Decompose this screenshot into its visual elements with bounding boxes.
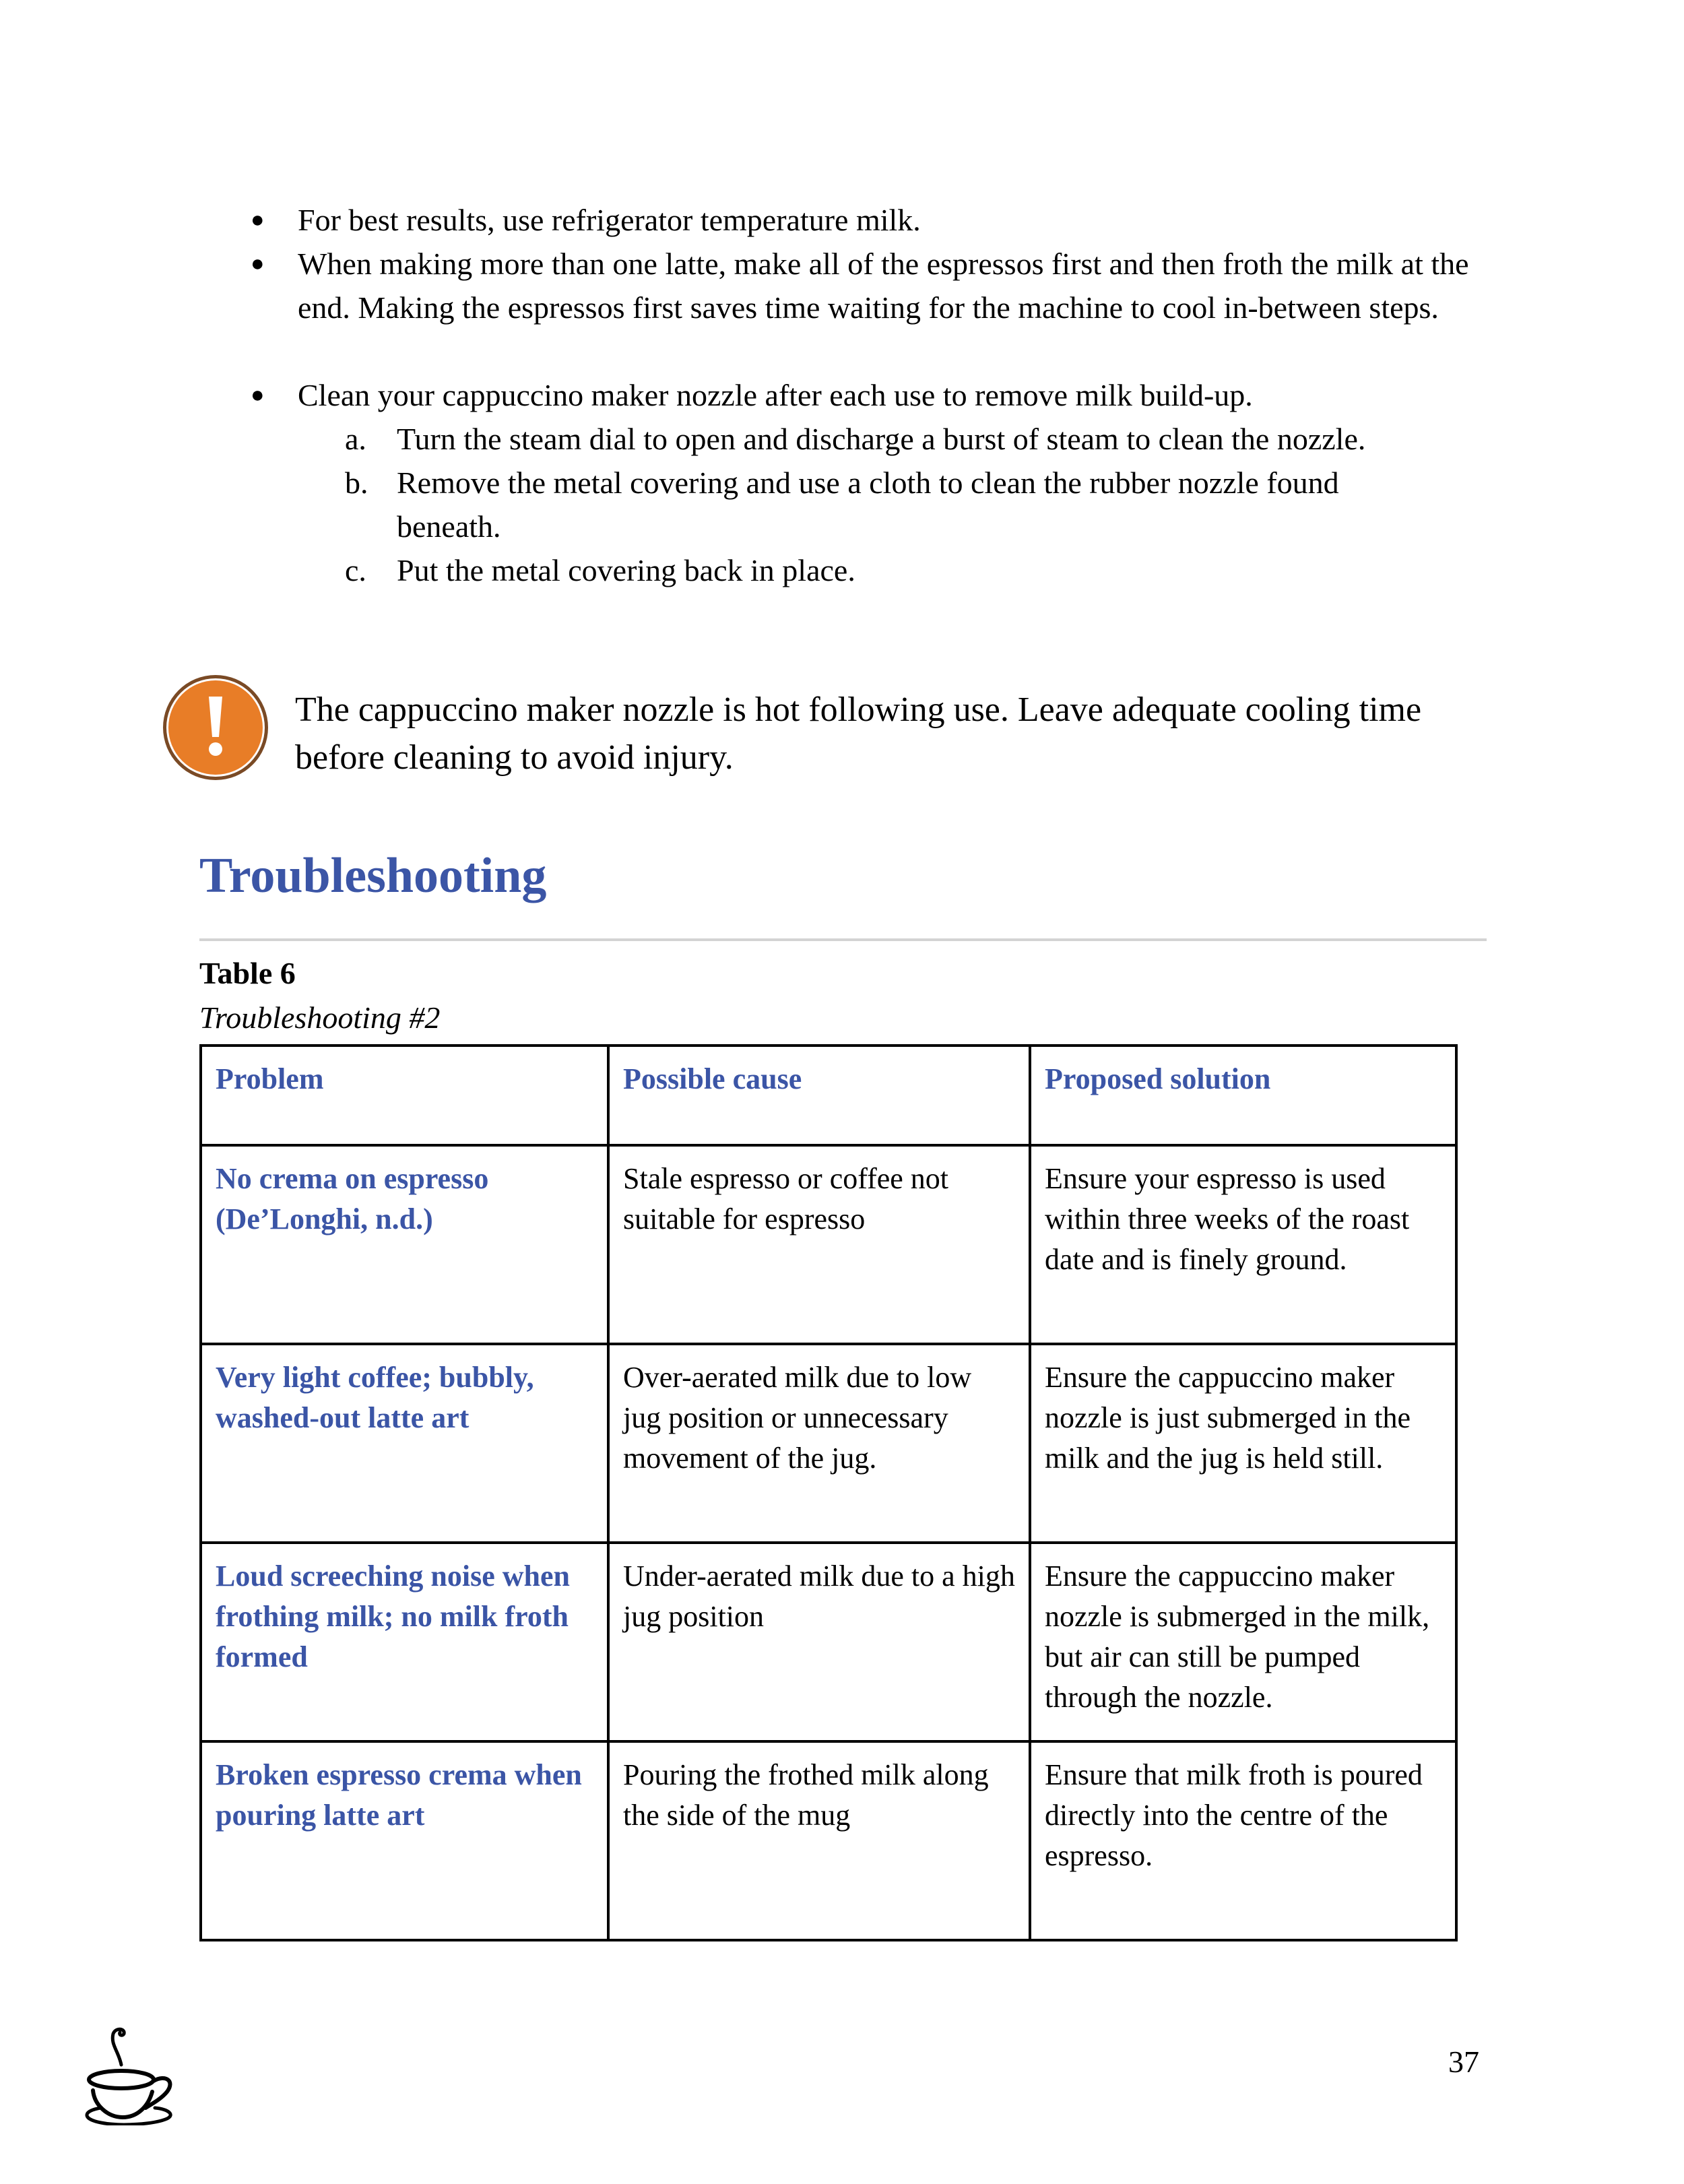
table-row (201, 1543, 1456, 1741)
cause-cell: Stale espresso or coffee not suitable for espresso (608, 1145, 1030, 1344)
header-cell: Proposed solution (1030, 1046, 1456, 1145)
table-label: Table 6 (199, 956, 296, 990)
header-cell: Possible cause (608, 1046, 1030, 1145)
section-heading: Troubleshooting (199, 848, 547, 903)
page-number: 37 (1448, 2045, 1479, 2079)
cause-cell: Pouring the frothed milk along the side of the mug (608, 1741, 1030, 1940)
table-caption: Troubleshooting #2 (199, 1000, 441, 1035)
problem-cell: Very light coffee; bubbly, washed-out latte art (201, 1344, 608, 1543)
coffee-cup-icon (81, 2024, 175, 2125)
cause-cell: Under-aerated milk due to a high jug position (608, 1543, 1030, 1741)
table-row (201, 1741, 1456, 1940)
problem-cell: Loud screeching noise when frothing milk; no milk froth formed (201, 1543, 608, 1741)
warning-text: The cappuccino maker nozzle is hot following use. Leave adequate cooling time before cleaning to avoid injury. (295, 690, 1422, 777)
header-cell: Problem (201, 1046, 608, 1145)
table-row (201, 1344, 1456, 1543)
problem-cell: Broken espresso crema when pouring latte art (201, 1741, 608, 1940)
solution-cell: Ensure the cappuccino maker nozzle is just submerged in the milk and the jug is held still. (1030, 1344, 1456, 1543)
table-row (201, 1145, 1456, 1344)
divider (199, 938, 1487, 941)
table-header-row (201, 1046, 1456, 1145)
solution-cell: Ensure that milk froth is poured directly into the centre of the espresso. (1030, 1741, 1456, 1940)
solution-cell: Ensure your espresso is used within three weeks of the roast date and is finely ground. (1030, 1145, 1456, 1344)
solution-cell: Ensure the cappuccino maker nozzle is submerged in the milk, but air can still be pumped through the nozzle. (1030, 1543, 1456, 1741)
cause-cell: Over-aerated milk due to low jug position or unnecessary movement of the jug. (608, 1344, 1030, 1543)
exclamation-icon (160, 672, 271, 783)
problem-cell: No crema on espresso (De’Longhi, n.d.) (201, 1145, 608, 1344)
troubleshooting-table (199, 1044, 1458, 1941)
